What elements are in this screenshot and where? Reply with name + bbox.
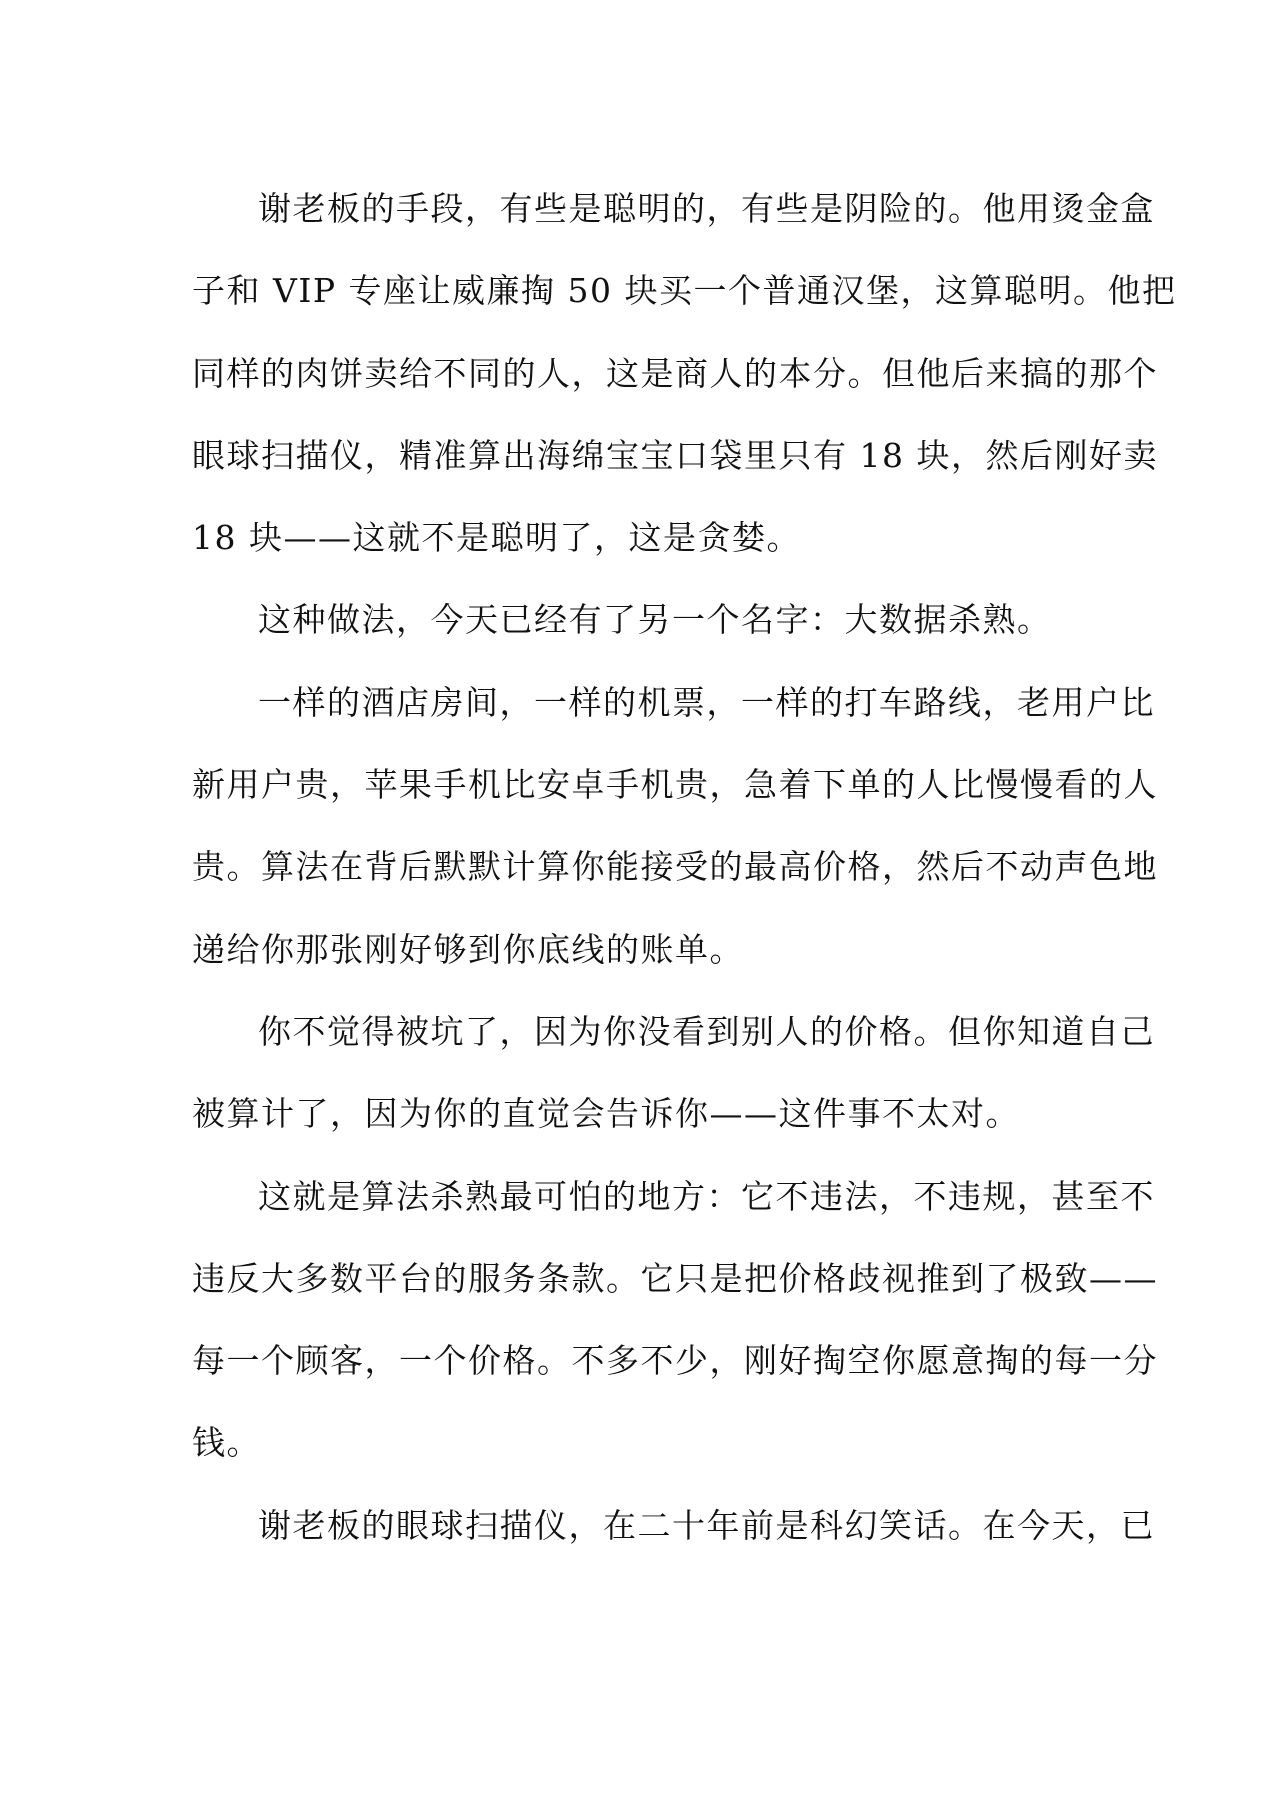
text-line: 眼球扫描仪，精准算出海绵宝宝口袋里只有 18 块，然后刚好卖: [192, 435, 1158, 475]
text-line: 一样的酒店房间，一样的机票，一样的打车路线，老用户比: [258, 682, 1155, 722]
text-line: 这就是算法杀熟最可怕的地方：它不违法，不违规，甚至不: [258, 1176, 1155, 1216]
text-line: 钱。: [192, 1423, 261, 1463]
paragraph-4: [192, 991, 1155, 1156]
paragraph-2: [192, 579, 1080, 661]
text-line: 违反大多数平台的服务条款。它只是把价格歧视推到了极致——: [192, 1258, 1158, 1298]
text-line: 每一个顾客，一个价格。不多不少，刚好掏空你愿意掏的每一分: [192, 1341, 1158, 1381]
text-line: 子和 VIP 专座让威廉掏 50 块买一个普通汉堡，这算聪明。他把: [192, 271, 1177, 311]
body-text: [192, 168, 1177, 1567]
text-line: 新用户贵，苹果手机比安卓手机贵，急着下单的人比慢慢看的人: [192, 765, 1158, 805]
text-line: 这种做法，今天已经有了另一个名字：大数据杀熟。: [258, 600, 1052, 640]
text-line: 递给你那张刚好够到你底线的账单。: [192, 929, 744, 969]
text-line: 谢老板的手段，有些是聪明的，有些是阴险的。他用烫金盒: [258, 189, 1155, 228]
paragraph-3: [192, 662, 1158, 991]
text-line: 同样的肉饼卖给不同的人，这是商人的本分。但他后来搞的那个: [192, 353, 1158, 393]
paragraph-1: [192, 168, 1177, 579]
text-line: 18 块——这就不是聪明了，这是贪婪。: [192, 518, 801, 558]
text-line: 贵。算法在背后默默计算你能接受的最高价格，然后不动声色地: [192, 847, 1158, 887]
paragraph-6: [192, 1485, 1155, 1567]
paragraph-5: [192, 1156, 1158, 1485]
text-line: 被算计了，因为你的直觉会告诉你——这件事不太对。: [192, 1094, 1020, 1134]
text-line: 你不觉得被坑了，因为你没看到别人的价格。但你知道自己: [258, 1011, 1155, 1051]
text-line: 谢老板的眼球扫描仪，在二十年前是科幻笑话。在今天，已: [258, 1505, 1155, 1545]
